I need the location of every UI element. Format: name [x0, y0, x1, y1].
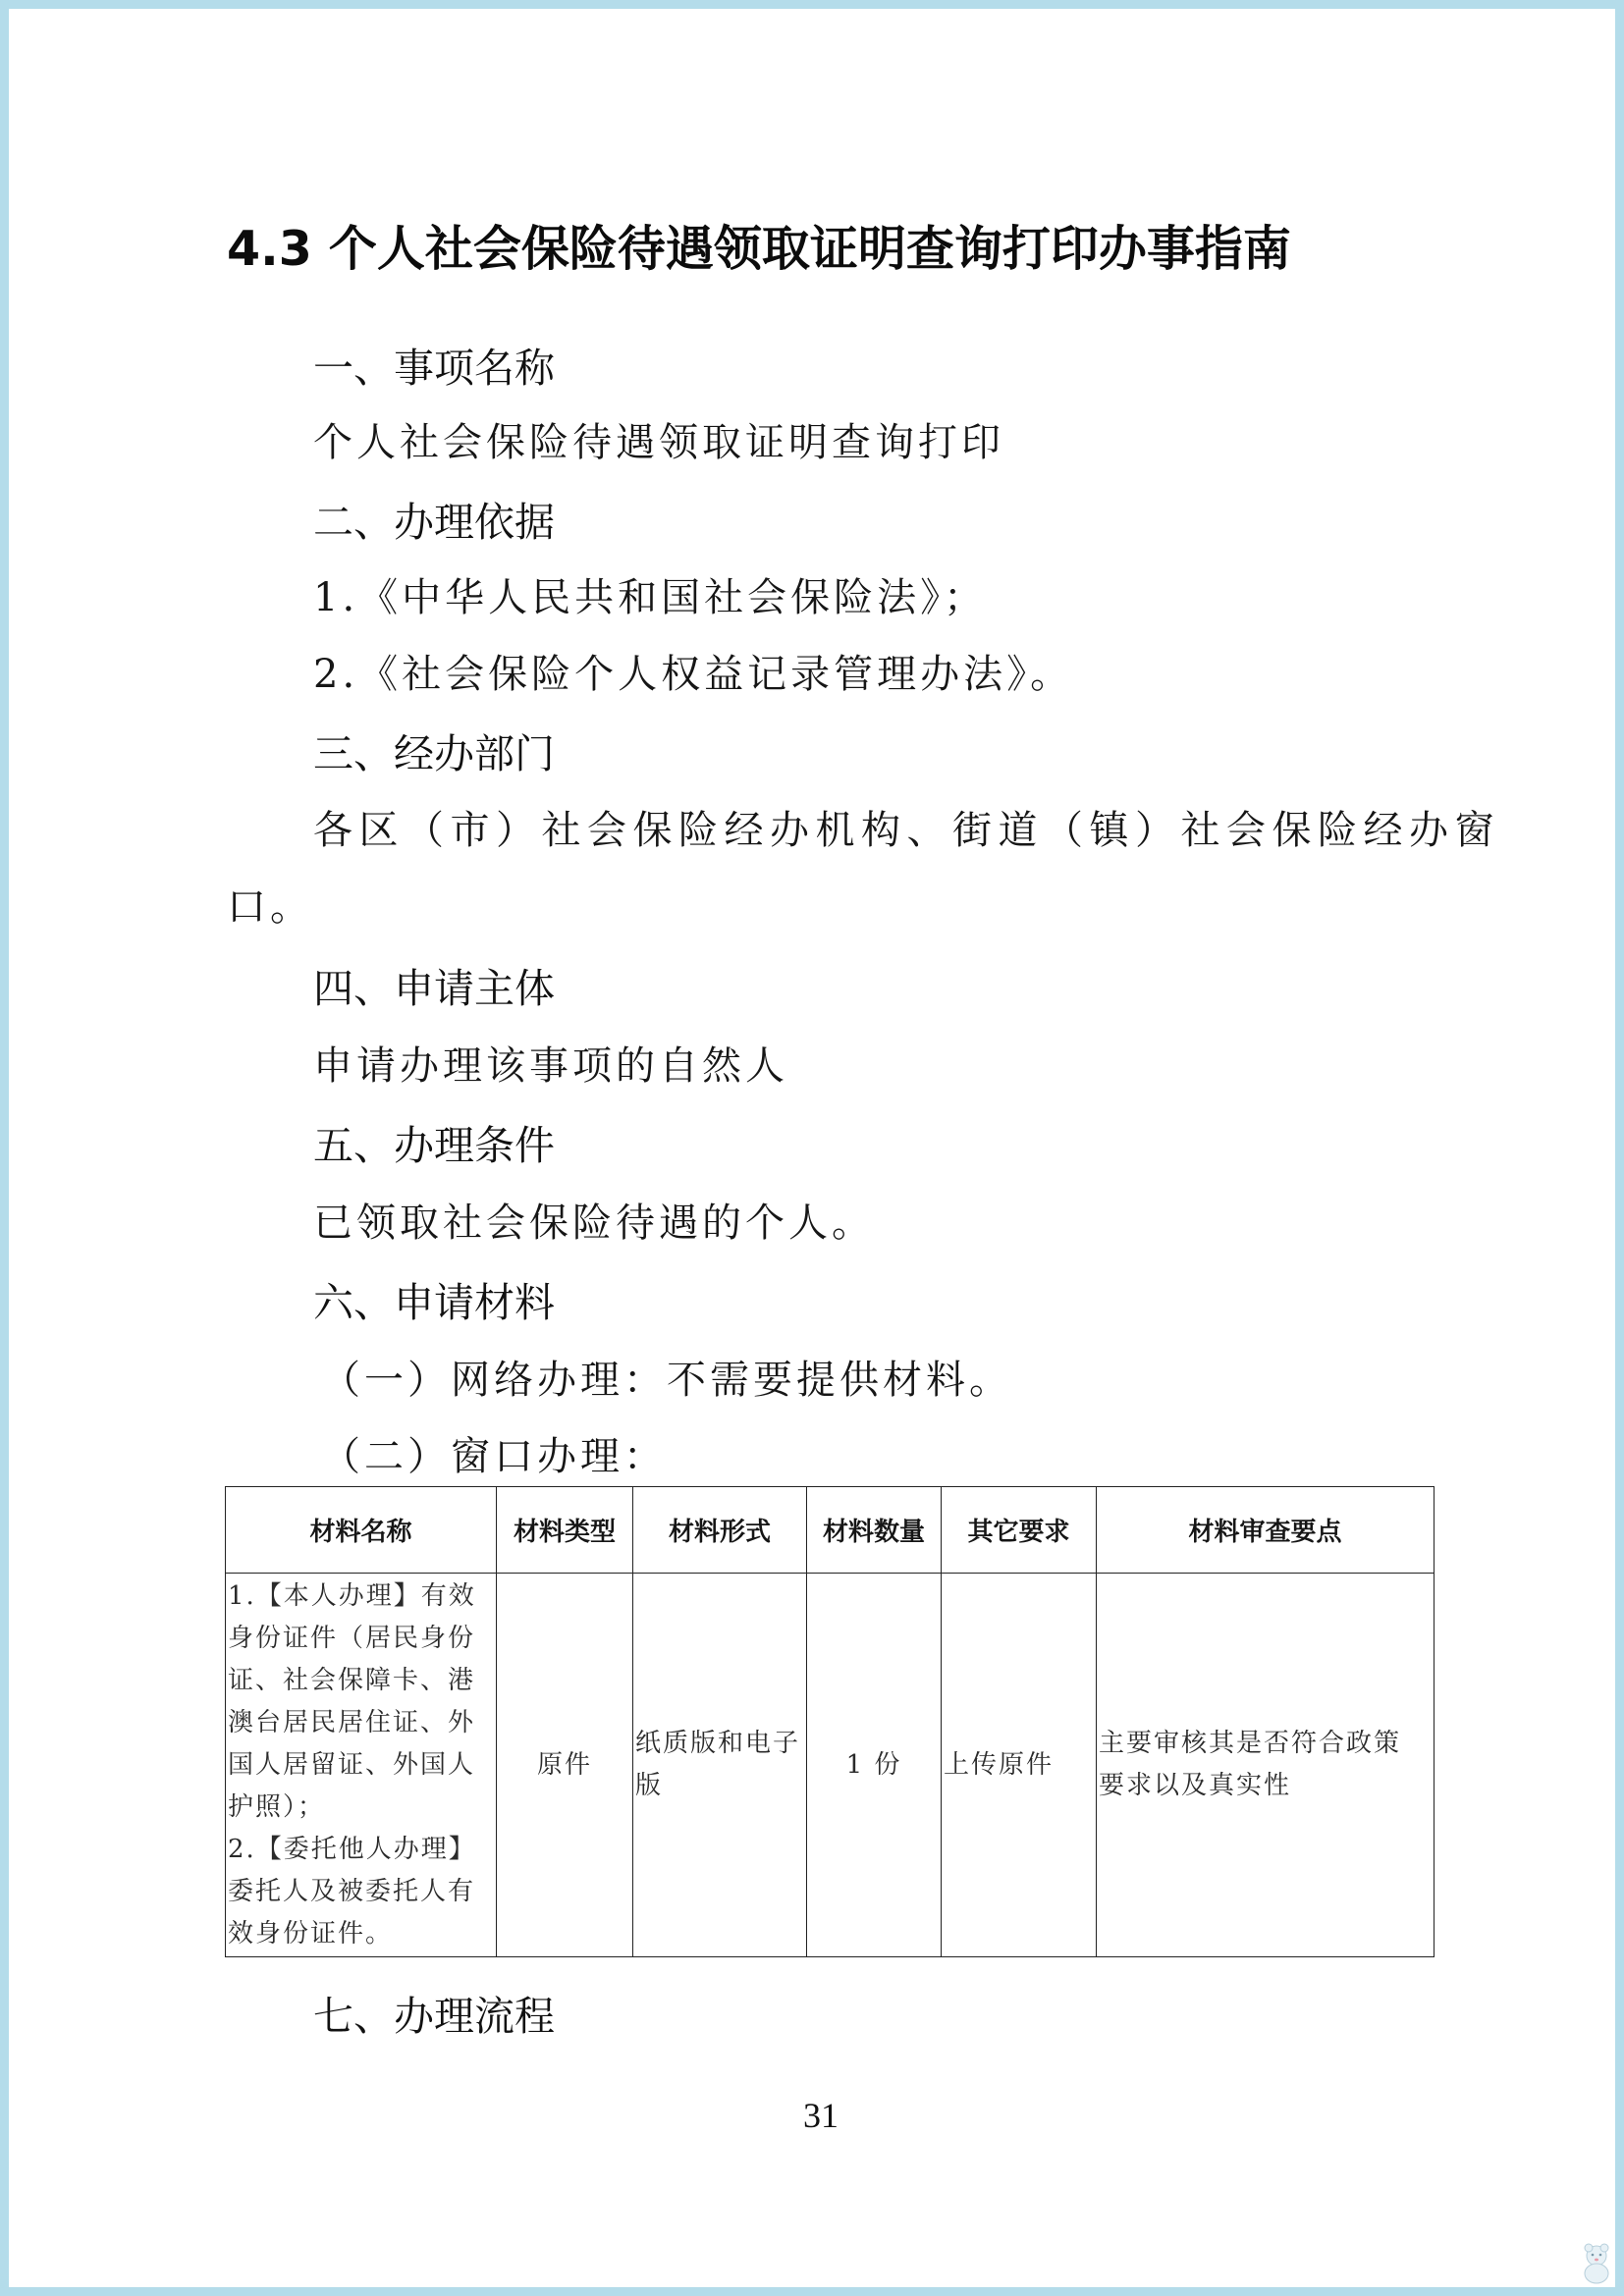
material-name-line: 1.【本人办理】有效	[228, 1580, 476, 1611]
table-header-cell: 材料名称	[226, 1487, 497, 1574]
bear-watermark-icon	[1580, 2242, 1613, 2285]
page-number: 31	[803, 2096, 839, 2135]
document-title: 4.3 个人社会保险待遇领取证明查询打印办事指南	[227, 221, 1291, 277]
material-other-cell: 上传原件	[942, 1574, 1097, 1957]
section-heading-conditions: 五、办理条件	[313, 1122, 555, 1169]
material-name-line: 澳台居民居住证、外	[228, 1707, 476, 1737]
material-quantity-cell: 1 份	[807, 1574, 942, 1957]
table-header-cell: 材料数量	[807, 1487, 942, 1574]
material-form-line: 纸质版和电子	[635, 1729, 801, 1758]
material-review-line: 主要审核其是否符合政策	[1099, 1729, 1402, 1758]
table-header-cell: 其它要求	[942, 1487, 1097, 1574]
material-name-line: 2.【委托他人办理】	[228, 1834, 476, 1864]
table-header-cell: 材料审查要点	[1097, 1487, 1435, 1574]
material-review-line: 要求以及真实性	[1099, 1771, 1292, 1800]
materials-window-text: （二）窗口办理：	[321, 1434, 667, 1479]
section-heading-process: 七、办理流程	[313, 1993, 555, 2040]
materials-table	[225, 1486, 1435, 1957]
material-name-line: 护照）；	[228, 1791, 326, 1822]
table-header-cell: 材料形式	[633, 1487, 807, 1574]
table-row	[226, 1574, 1435, 1957]
item-name-text: 个人社会保险待遇领取证明查询打印	[313, 420, 1004, 465]
material-type-cell: 原件	[497, 1574, 633, 1957]
department-line-2: 口。	[227, 884, 313, 930]
material-name-cell	[226, 1574, 497, 1957]
material-name-line: 效身份证件。	[228, 1918, 394, 1949]
table-header-cell: 材料类型	[497, 1487, 633, 1574]
table-header-row	[226, 1487, 1435, 1574]
section-heading-department: 三、经办部门	[313, 730, 555, 777]
section-heading-materials: 六、申请材料	[313, 1279, 555, 1326]
section-heading-applicant: 四、申请主体	[313, 965, 555, 1012]
materials-online-text: （一）网络办理：不需要提供材料。	[321, 1358, 1012, 1403]
material-name-line: 证、社会保障卡、港	[228, 1665, 476, 1695]
material-name-line: 身份证件（居民身份	[228, 1623, 476, 1653]
section-heading-item-name: 一、事项名称	[313, 345, 555, 392]
material-form-line: 版	[635, 1771, 664, 1800]
legal-basis-line-2: 2.《社会保险个人权益记录管理办法》。	[313, 652, 1074, 697]
applicant-text: 申请办理该事项的自然人	[313, 1043, 788, 1089]
section-heading-legal-basis: 二、办理依据	[313, 499, 555, 546]
material-review-cell	[1097, 1574, 1435, 1957]
material-form-cell	[633, 1574, 807, 1957]
material-name-line: 委托人及被委托人有	[228, 1876, 476, 1906]
material-name-line: 国人居留证、外国人	[228, 1749, 476, 1780]
legal-basis-line-1: 1.《中华人民共和国社会保险法》；	[313, 575, 988, 620]
department-line-1: 各区（市）社会保险经办机构、街道（镇）社会保险经办窗	[313, 808, 1500, 853]
conditions-text: 已领取社会保险待遇的个人。	[313, 1201, 875, 1246]
